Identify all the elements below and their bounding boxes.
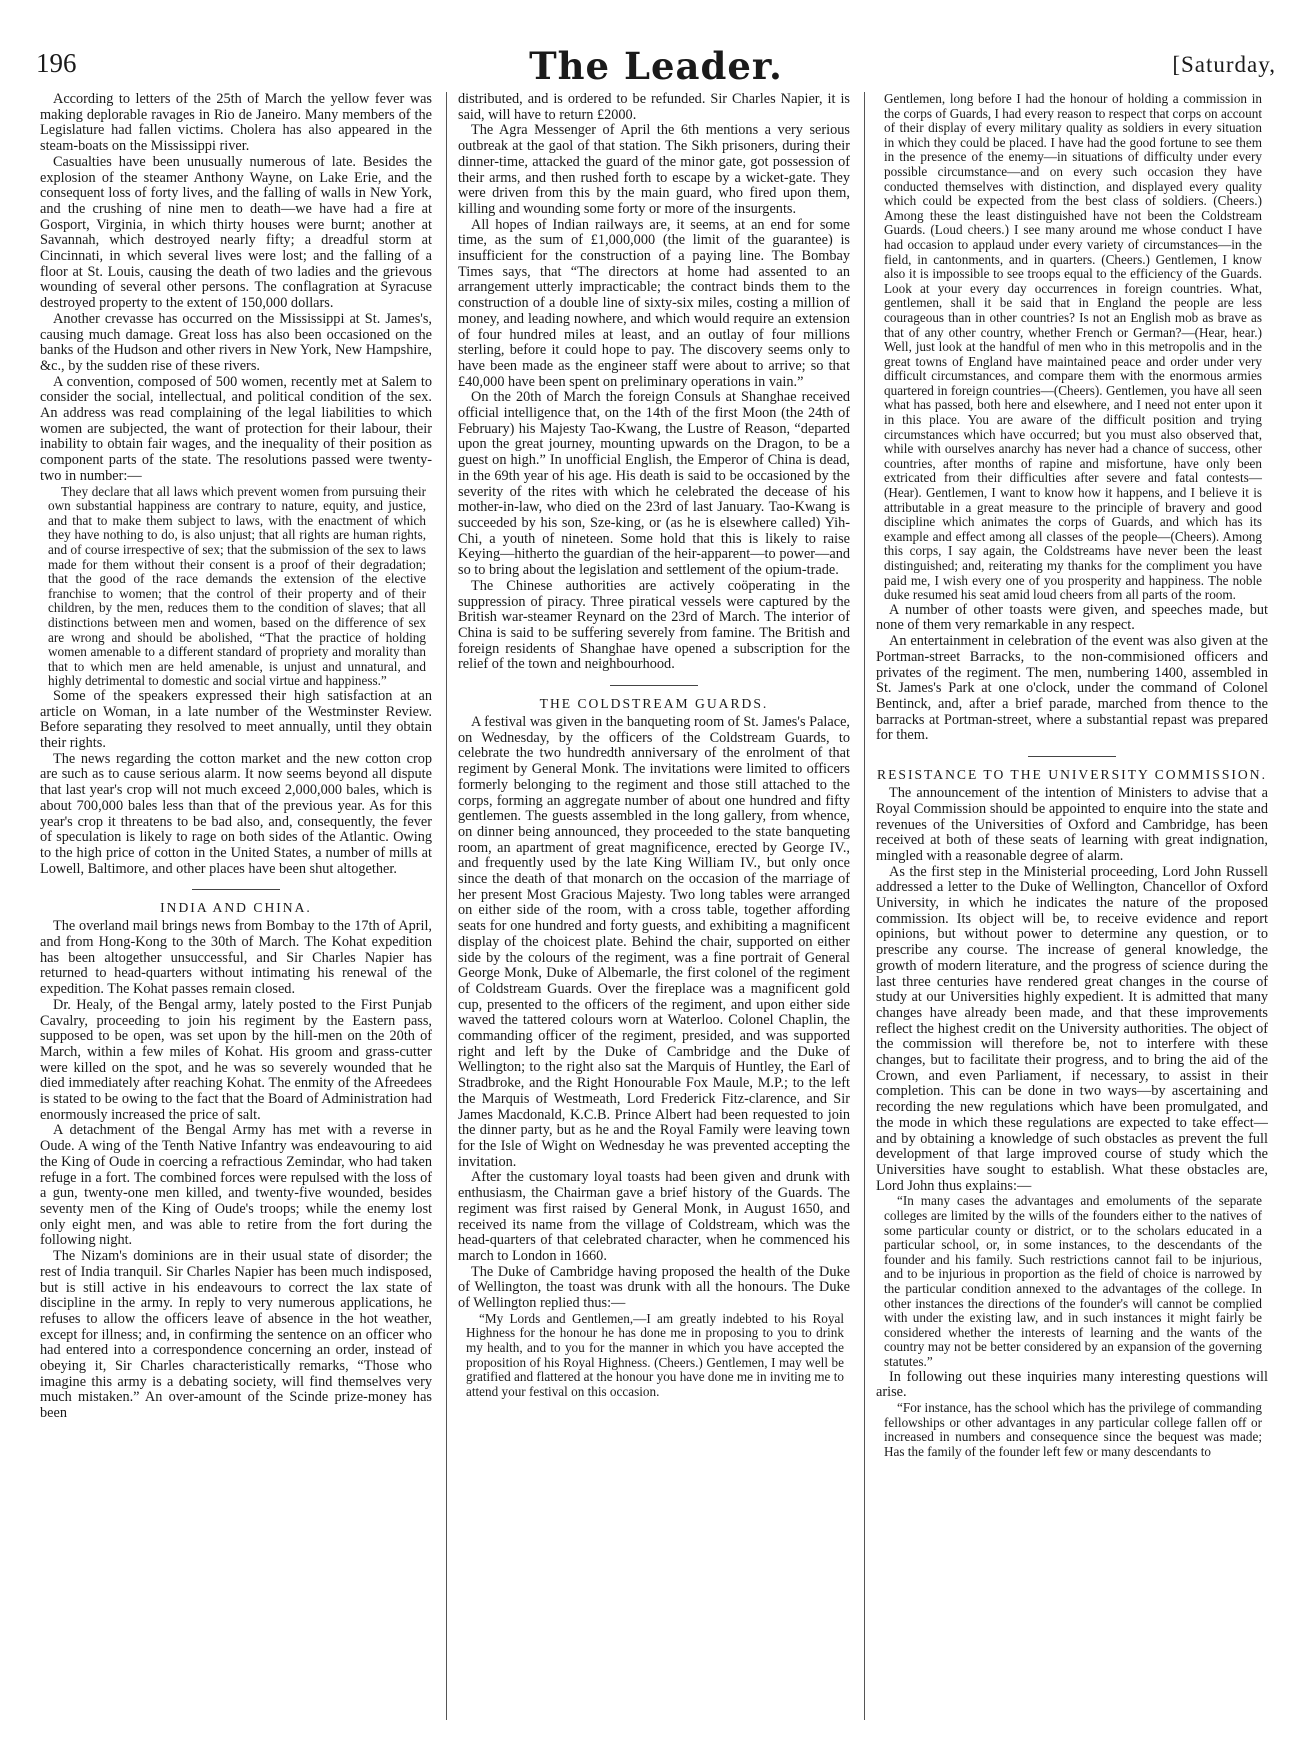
column-divider <box>446 92 447 1720</box>
paragraph: The announcement of the intention of Ministers to advise that a Royal Commission should be appointed to enquire into the state and revenues of the Universities of Oxford and Cambridge, has been received at both of these seats of learning with great indignation, mingled with a reasonable degree of alarm. <box>876 785 1268 864</box>
paragraph: The news regarding the cotton market and the new cotton crop are such as to cause serious alarm. It now seems beyond all dispute that last year's crop will not much exceed 2,000,000 bales, which is about 700,000 bales less than that of the previous year. As for this year's crop it threatens to be bad also, and, consequently, the fever of speculation is likely to rage on both sides of the Atlantic. Owing to the high price of cotton in the United States, a number of mills at Lowell, Baltimore, and other places have been shut altogether. <box>40 750 432 877</box>
masthead <box>36 44 1276 92</box>
paragraph: The Duke of Cambridge having proposed the health of the Duke of Wellington, the toast was drunk with all the honours. The Duke of Wellington replied thus:— <box>458 1263 850 1312</box>
paragraph: The overland mail brings news from Bombay to the 17th of April, and from Hong-Kong to the 30th of March. The Kohat expedition has been altogether unsuccessful, and Sir Charles Napier has returned to head-quarters without intimating his renewal of the expedition. The Kohat passes remain closed. <box>40 918 432 998</box>
quoted-resolution: They declare that all laws which prevent women from pursuing their own substantial happiness are contrary to nature, equity, and justice, and that to make them subject to laws, with the enactment of which they have nothing to do, is also unjust; that all rights are human rights, and of course irrespective of sex; that the submission of the sex to laws made for them without their consent is a proof of their degradation; that the good of the race demands the extension of the elective franchise to women; that the control of their property and of their children, by the men, reduces them to the condition of slaves; that all distinctions between men and women, based on the difference of sex are wrong and should be abolished, “That the practice of holding women amenable to a different standard of propriety and morality than that to which men are held amenable, is unjust and unnatural, and highly detrimental to domestic and social virtue and happiness.” <box>48 483 426 689</box>
section-heading-university-commission: RESISTANCE TO THE UNIVERSITY COMMISSION. <box>877 767 1267 783</box>
paragraph: A number of other toasts were given, and speeches made, but none of them very remarkable in any respect. <box>876 601 1268 634</box>
section-heading-coldstream-guards: THE COLDSTREAM GUARDS. <box>539 696 769 712</box>
page-number: 196 <box>36 48 77 78</box>
paragraph: The Nizam's dominions are in their usual state of disorder; the rest of India tranquil. Sir Charles Napier has been much indisposed, but is still active in his endeavours to correct the lax state of discipline in the army. In reply to very numerous applications, he refuses to allow the officers leave of absence in the hot weather, except for illness; and, in confirming the sentence on an officer who had entered into a correspondence concerning an order, instead of obeying it, Sir Charles characteristically remarks, “Those who imagine this army is a debating society, will find themselves very much mistaken.” An over-amount of the Scinde prize-money has been <box>40 1248 432 1422</box>
column-divider <box>864 92 865 1720</box>
paragraph: An entertainment in celebration of the event was also given at the Portman-street Barracks, to the non-commisioned officers and privates of the regiment. The men, numbering 1400, assembled in St. James's Park at one o'clock, under the command of Colonel Bentinck, and, after a brief parade, marched from thence to the barracks at Portman-street, where a substantial repast was prepared for them. <box>876 633 1268 744</box>
paragraph: After the customary loyal toasts had been given and drunk with enthusiasm, the Chairman gave a brief history of the Guards. The regiment was first raised by General Monk, in August 1650, and received its name from the village of Coldstream, which was the head-quarters of that celebrated character, when he commenced his march to London in 1660. <box>458 1169 850 1264</box>
paragraph: As the first step in the Ministerial proceeding, Lord John Russell addressed a letter to the Duke of Wellington, Chancellor of Oxford University, in which he indicates the nature of the proposed commission. Its object will be, to receive evidence and report opinions, but without power to determine any question, or to prescribe any course. The increase of general knowledge, the growth of modern literature, and the progress of science during the last three centuries have rendered great changes in the course of study at our Universities highly expedient. It is admitted that many changes have already been made, and that these improvements reflect the highest credit on the University authorities. The object of the commission will therefore be, not to interfere with these changes, but to facilitate their progress, and to bring the aid of the Crown, and even Parliament, if necessary, to assist in their completion. This can be done in two ways—by ascertaining and recording the new regulations which have been promulgated, and the mode in which these regulations are expected to take effect—and by obtaining a knowledge of such obstacles as prevent the full development of that large improved course of study which the Universities have sought to establish. What these obstacles are, Lord John thus explains:— <box>876 863 1268 1194</box>
paragraph: distributed, and is ordered to be refunded. Sir Charles Napier, it is said, will have to return £2000. <box>458 92 850 123</box>
section-rule <box>1028 756 1116 757</box>
quoted-speech-continued: Gentlemen, long before I had the honour of holding a commission in the corps of Guards, I had every reason to respect that corps on account of their display of every military quality as soldiers in every situation in which they could be placed. I have had the good fortune to see them in the presence of the enemy—in situations of difficulty under every possible circumstance—and on every such occasion they have conducted themselves with distinction, and displayed every quality which could be expected from the best class of soldiers. (Cheers.) Among these the least distinguished have not been the Coldstream Guards. (Loud cheers.) I see many around me whose conduct I have had occasion to applaud under every variety of circumstances—in the field, in cantonments, and in quarters. (Cheers.) Gentlemen, I know also it is impossible to see troops equal to the efficiency of the Guards. Look at your every day occurrences in foreign countries. What, gentlemen, shall it be said that in England the people are less courageous than in other countries? Is not an English mob as brave as that of any other country, whether French or German?—(Hear, hear.) Well, just look at the handful of men who in this metropolis and in the great towns of England have maintained peace and order under very difficult circumstances, and compare them with the enormous armies quartered in foreign countries—(Cheers). Gentlemen, you have all seen what has passed, both here and elsewhere, and I need not enter upon it in this place. You are aware of the difficult position and trying circumstances which have occurred; but you must also observed that, while with ourselves anarchy has never had a chance of success, other countries, after months of rapine and misfortune, have only been extricated from their difficulties after severe and fatal contests—(Hear). Gentlemen, I want to know how it happens, and I believe it is attributable in a great measure to the principle of bravery and good discipline which animates the corps of Guards, and which has its example and effect among all classes of the people—(Cheers). Among this corps, I say again, the Coldstreams have never been the least distinguished; and, reiterating my thanks for the compliment you have paid me, I wish every one of you prosperity and happiness. The noble duke resumed his seat amid loud cheers from all parts of the room. <box>884 92 1262 603</box>
column-1 <box>40 92 432 1720</box>
paragraph: Casualties have been unusually numerous of late. Besides the explosion of the steamer Anthony Wayne, on Lake Erie, and the consequent loss of forty lives, and the falling of walls in New York, and the crushing of nine men to death—we have had a fire at Gosport, Virginia, in which thirty houses were burnt; another at Savannah, which destroyed nearly fifty; a dreadful storm at Cincinnati, in which several lives were lost; and the falling of a floor at St. Louis, causing the death of two ladies and the grievous wounding of several other persons. The conflagration at Syracuse destroyed property to the extent of 150,000 dollars. <box>40 153 432 312</box>
issue-day: [Saturday, <box>1172 52 1276 77</box>
paragraph: Dr. Healy, of the Bengal army, lately posted to the First Punjab Cavalry, proceeding to join his regiment by the Eastern pass, supposed to be open, was set upon by the hill-men on the 20th of March, within a few miles of Kohat. His groom and grass-cutter were killed on the spot, and he was so severely wounded that he died immediately after reaching Kohat. The enmity of the Afreedees is stated to be owing to the fact that the Board of Administration had enormously increased the price of salt. <box>40 996 432 1123</box>
newspaper-title: The Leader. <box>529 44 783 88</box>
quoted-speech: “My Lords and Gentlemen,—I am greatly indebted to his Royal Highness for the honour he has done me in proposing to you to drink my health, and to you for the manner in which you have accepted the proposition of his Royal Highness. (Cheers.) Gentlemen, I may well be gratified and flattered at the honour you have done me in inviting me to attend your festival on this occasion. <box>466 1310 844 1399</box>
paragraph: The Chinese authorities are actively coöperating in the suppression of piracy. Three piratical vessels were captured by the British war-steamer Reynard on the 23rd of March. The interior of China is said to be suffering severely from famine. The British and foreign residents of Shanghae have opened a subscription for the relief of the town and neighbourhood. <box>458 577 850 673</box>
paragraph: A detachment of the Bengal Army has met with a reverse in Oude. A wing of the Tenth Native Infantry was endeavouring to aid the King of Oude in coercing a refractious Zemindar, who had taken refuge in a fort. The combined forces were repulsed with the loss of a gun, twenty-one men killed, and twenty-five wounded, besides seventy men of the King of Oude's troops; while the enemy lost only eight men, and was able to retire from the fort during the following night. <box>40 1122 432 1249</box>
quoted-letter: “For instance, has the school which has the privilege of commanding fellowships or other advantages in any particular college fallen off or increased in numbers and consequence since the bequest was made; Has the family of the founder left few or many descendants to <box>884 1399 1262 1459</box>
quoted-letter: “In many cases the advantages and emoluments of the separate colleges are limited by the wills of the founders either to the natives of some particular county or district, or to the scholars educated in a particular school, or, in some instances, to the descendants of the founder and his family. Such restrictions cannot fail to be injurious, and to be injurious in proportion as the field of choice is narrowed by the particular condition annexed to the advantages of the college. In other instances the directions of the founder's will cannot be complied with under the existing law, and in such instances it might fairly be considered whether the interests of learning and the wants of the country may not be better considered by an expansion of the governing statutes.” <box>884 1193 1262 1369</box>
paragraph: The Agra Messenger of April the 6th mentions a very serious outbreak at the gaol of that station. The Sikh prisoners, during their dinner-time, attacked the guard of the minor gate, got possession of their arms, and then rushed forth to escape by a wicket-gate. They were driven from this by the main guard, who fired upon them, killing and wounding some forty or more of the insurgents. <box>458 122 850 217</box>
paragraph: In following out these inquiries many interesting questions will arise. <box>876 1368 1268 1401</box>
paragraph: On the 20th of March the foreign Consuls at Shanghae received official intelligence that, on the 14th of the first Moon (the 24th of February) his Majesty Tao-Kwang, the Lustre of Reason, “departed upon the great journey, mounting upwards on the Dragon, to be a guest on high.” In unofficial English, the Emperor of China is dead, in the 69th year of his age. His death is said to be occasioned by the severity of the rites with which he celebrated the decease of his mother-in-law, who died on the 23rd of last January. Tao-Kwang is succeeded by his son, Sze-king, or (as he is elsewhere called) Yih-Chi, a youth of nineteen. Some hold that this is likely to raise Keying—hitherto the guardian of the heir-apparent—to power—and so to bring about the legislation and settlement of the opium-trade. <box>458 389 850 579</box>
column-2 <box>458 92 850 1720</box>
section-heading-india-china: INDIA AND CHINA. <box>160 900 312 916</box>
paragraph: Some of the speakers expressed their high satisfaction at an article on Woman, in a late number of the Westminster Review. Before separating they resolved to meet annually, until they obtain their rights. <box>40 687 432 751</box>
section-rule <box>610 685 698 686</box>
paragraph: A convention, composed of 500 women, recently met at Salem to consider the social, intellectual, and political condition of the sex. An address was read complaining of the legal liabilities to which women are subjected, the want of protection for their labour, their inability to obtain fair wages, and the inequality of their position as component parts of the state. The resolutions passed were twenty-two in number:— <box>40 373 432 484</box>
paragraph: According to letters of the 25th of March the yellow fever was making deplorable ravages in Rio de Janeiro. Many members of the Legislature had fallen victims. Cholera has also appeared in the steam-boats on the Mississippi river. <box>40 92 432 155</box>
paragraph: Another crevasse has occurred on the Mississippi at St. James's, causing much damage. Great loss has also been occasioned on the banks of the Hudson and other rivers in New York, New Hampshire, &c., by the sudden rise of these rivers. <box>40 310 432 374</box>
paragraph: A festival was given in the banqueting room of St. James's Palace, on Wednesday, by the officers of the Coldstream Guards, to celebrate the two hundredth anniversary of the enrolment of that regiment by General Monk. The invitations were limited to officers formerly belonging to the regiment and those still attached to the corps, forming an aggregate number of about one hundred and fifty gentlemen. The guests assembled in the long gallery, from whence, on dinner being announced, they proceeded to the state banqueting room, an apartment of great magnificence, erected by George IV., and frequently used by the late King William IV., but only once since the death of that monarch on the occasion of the marriage of her present Most Gracious Majesty. Two long tables were arranged on either side of the room, with a cross table, together affording seats for one hundred and forty guests, and exhibiting a magnificent display of the choicest plate. Behind the chair, supported on either side by the colours of the regiment, was a fine portrait of General George Monk, Duke of Albemarle, the first colonel of the regiment of Coldstream Guards. Over the fireplace was a magnificent gold cup, presented to the officers of the regiment, and upon either side waved the tattered colours worn at Waterloo. Colonel Chaplin, the commanding officer of the regiment, presided, and was supported right and left by the Duke of Cambridge and the Duke of Wellington; to the right also sat the Marquis of Huntley, the Earl of Stradbroke, and the Right Honourable Fox Maule, M.P.; to the left the Marquis of Westmeath, Lord Frederick Fitz-clarence, and Sir James Macdonald, K.C.B. Prince Albert had been requested to join the dinner party, but as he and the Royal Family were leaving town for the Isle of Wight on Wednesday he was prevented accepting the invitation. <box>458 714 850 1170</box>
column-3 <box>876 92 1268 1720</box>
section-rule <box>192 889 280 890</box>
paragraph: All hopes of Indian railways are, it seems, at an end for some time, as the sum of £1,000,000 (the limit of the guarantee) is insufficient for the construction of a paying line. The Bombay Times says, that “The directors at home had assented to an arrangement utterly impracticable; the contract binds them to the construction of a double line of sixty-six miles, costing a million of money, and leading nowhere, and which would require an extension of four hundred miles at least, and an outlay of four millions sterling, before it could hope to pay. The discovery seems only to have been made as the engineer staff were about to arrive; so that £40,000 have been spent on preliminary operations in vain.” <box>458 216 850 390</box>
